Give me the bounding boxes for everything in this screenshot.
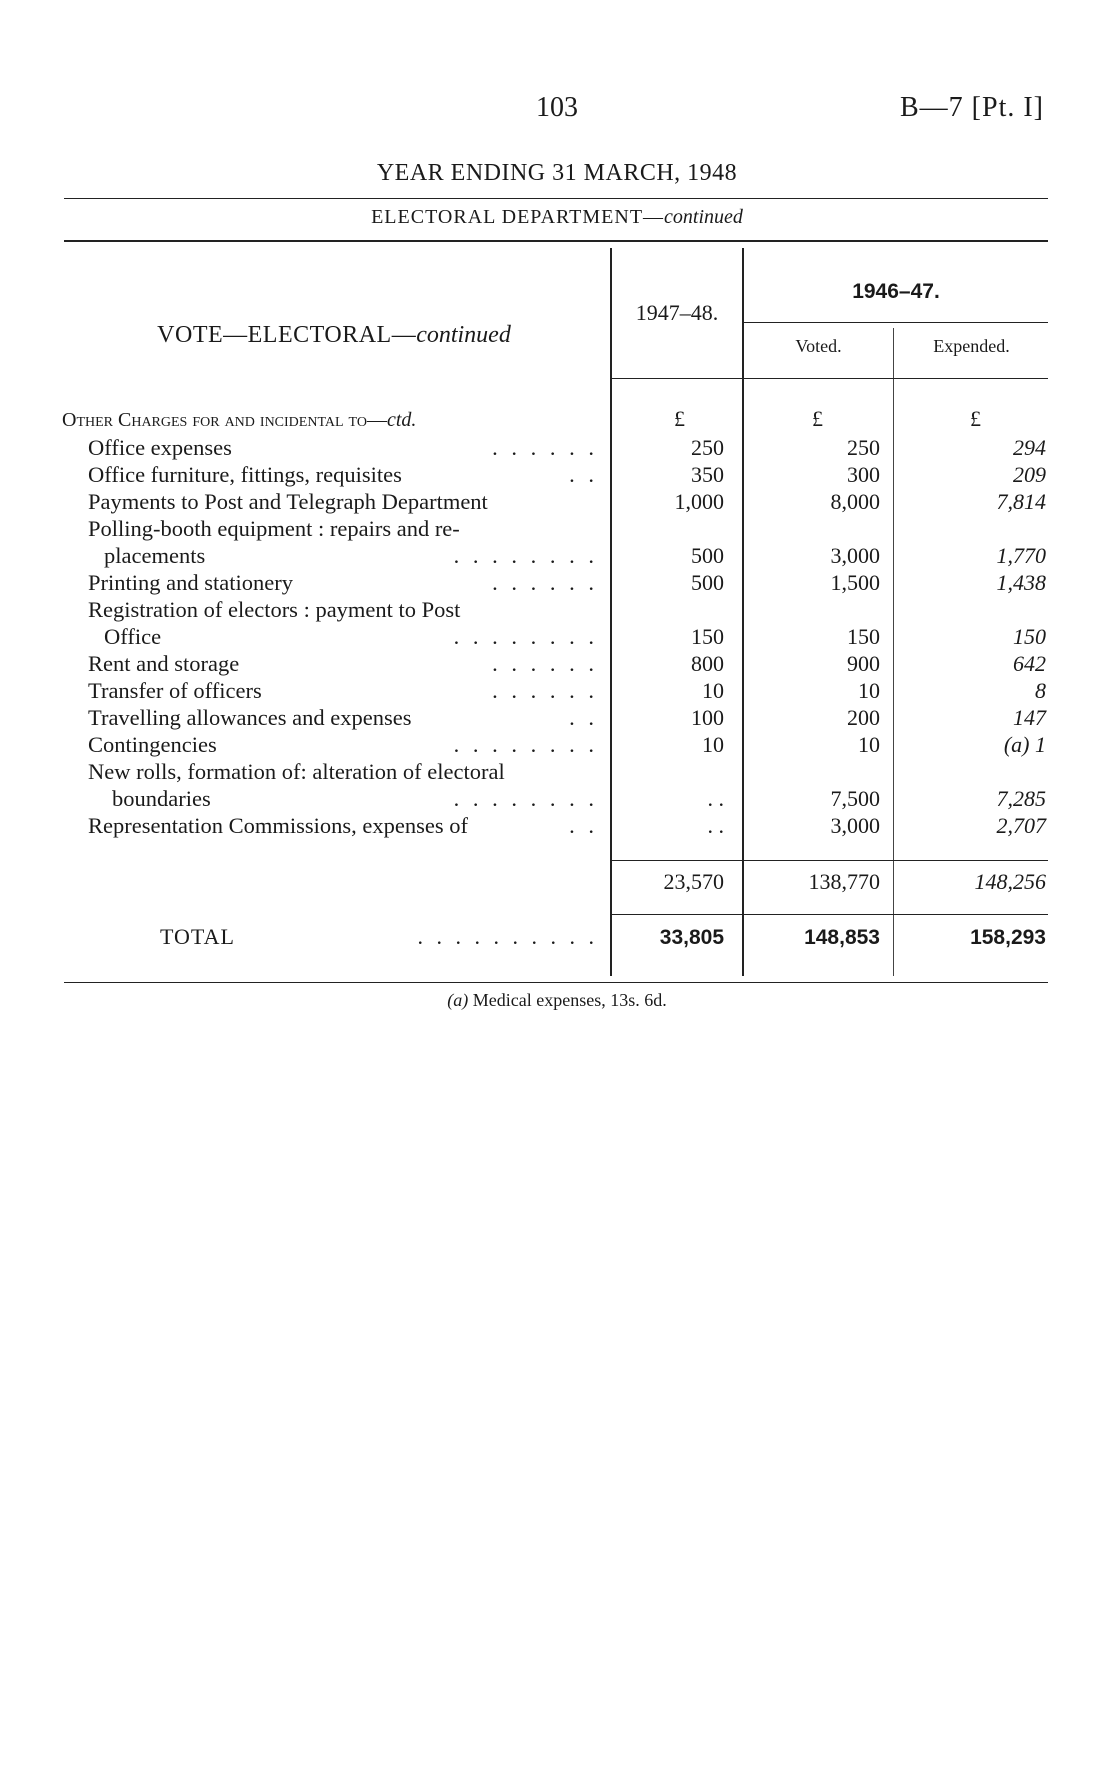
line-item-label: Office — [104, 624, 162, 649]
line-item-printing — [88, 569, 598, 596]
total-label — [160, 924, 235, 950]
line-item-registration — [88, 596, 598, 623]
value-1947-48: 10 — [702, 678, 724, 703]
leader-dots: . . — [569, 705, 598, 730]
value-1947-48: 800 — [691, 651, 724, 676]
total-text: TOTAL — [160, 924, 235, 949]
line-item-boundaries — [112, 785, 598, 812]
subtotal-1947-48: 23,570 — [663, 869, 724, 894]
line-item-representation — [88, 812, 598, 839]
line-item-label: Polling-booth equipment : repairs and re- — [88, 516, 460, 541]
value-expended: 642 — [1013, 651, 1046, 676]
column-divider-1 — [610, 248, 612, 976]
year-heading: YEAR ENDING 31 MARCH, 1948 — [376, 160, 738, 186]
vote-title-text: VOTE—ELECTORAL— — [157, 322, 417, 348]
line-item-label: Rent and storage — [88, 651, 240, 676]
value-voted: 1,500 — [830, 570, 880, 595]
leader-dots: . . . . . . . . — [453, 624, 598, 649]
value-expended: 1,438 — [996, 570, 1046, 595]
column-header-expended: Expended. — [933, 336, 1010, 356]
column-header-voted: Voted. — [795, 336, 842, 356]
line-item-label: boundaries — [112, 786, 211, 811]
leader-dots: . . . . . . — [492, 678, 598, 703]
value-voted: 10 — [858, 678, 880, 703]
line-item-rent-storage — [88, 650, 598, 677]
line-item-label: Office furniture, fittings, requisites — [88, 462, 402, 487]
leader-dots: . . — [569, 462, 598, 487]
value-voted: 200 — [847, 705, 880, 730]
section-heading-suffix: ctd. — [386, 409, 417, 431]
line-item-office-furniture — [88, 461, 598, 488]
rule-total — [612, 914, 1048, 915]
rule-subheader — [744, 322, 1048, 323]
column-header-1946-47: 1946–47. — [852, 280, 940, 303]
value-1947-48: 500 — [691, 570, 724, 595]
value-1947-48: . . — [707, 786, 724, 811]
value-expended: (a) 1 — [1003, 732, 1046, 757]
value-voted: 10 — [858, 732, 880, 757]
line-item-label: placements — [104, 543, 206, 568]
value-expended: 2,707 — [996, 813, 1046, 838]
leader-dots: . . . . . . — [492, 435, 598, 460]
line-item-office-expenses — [88, 434, 598, 461]
value-voted: 300 — [847, 462, 880, 487]
currency-expended: £ — [970, 406, 981, 431]
line-item-contingencies — [88, 731, 598, 758]
value-1947-48: 1,000 — [674, 489, 724, 514]
footnote — [0, 990, 1114, 1011]
vote-title-suffix: continued — [416, 322, 511, 348]
department-name: ELECTORAL DEPARTMENT— — [371, 206, 665, 228]
value-expended: 150 — [1013, 624, 1046, 649]
value-1947-48: 500 — [691, 543, 724, 568]
footnote-text: Medical expenses, 13s. 6d. — [472, 990, 667, 1010]
value-voted: 150 — [847, 624, 880, 649]
value-expended: 1,770 — [996, 543, 1046, 568]
department-heading — [0, 206, 1114, 229]
value-voted: 3,000 — [830, 813, 880, 838]
value-expended: 7,285 — [996, 786, 1046, 811]
column-header-1947-48: 1947–48. — [635, 300, 719, 325]
section-heading — [62, 407, 572, 434]
rule-table-bottom — [64, 982, 1048, 983]
rule-table-top — [64, 240, 1048, 242]
value-1947-48: 100 — [691, 705, 724, 730]
leader-dots: . . . . . . . . — [453, 732, 598, 757]
value-expended: 7,814 — [996, 489, 1046, 514]
value-expended: 294 — [1013, 435, 1046, 460]
line-item-label: Office expenses — [88, 435, 232, 460]
line-item-office — [104, 623, 598, 650]
line-item-placements — [104, 542, 598, 569]
currency-1947-48: £ — [674, 406, 685, 431]
page-number: 103 — [536, 92, 578, 123]
line-item-post-telegraph — [88, 488, 598, 515]
column-divider-3 — [893, 328, 894, 976]
page-reference: B—7 [Pt. I] — [900, 92, 1044, 123]
value-1947-48: 10 — [702, 732, 724, 757]
rule-top — [64, 198, 1048, 199]
line-item-label: Contingencies — [88, 732, 217, 757]
vote-title — [64, 322, 604, 349]
value-voted: 900 — [847, 651, 880, 676]
section-heading-text: Other Charges for and incidental to— — [62, 409, 387, 431]
leader-dots: . . . . . . . . — [453, 786, 598, 811]
column-divider-2 — [742, 248, 744, 976]
rule-header-bottom — [612, 378, 1048, 379]
department-suffix: continued — [664, 206, 743, 228]
line-item-polling-booth — [88, 515, 598, 542]
leader-dots: . . — [569, 813, 598, 838]
value-expended: 8 — [1035, 678, 1046, 703]
line-item-label: Transfer of officers — [88, 678, 262, 703]
leader-dots: . . . . . . . . — [453, 543, 598, 568]
line-item-label: Payments to Post and Telegraph Department — [88, 489, 488, 514]
value-voted: 250 — [847, 435, 880, 460]
line-item-label: Representation Commissions, expenses of — [88, 813, 468, 838]
total-expended: 158,293 — [970, 926, 1046, 949]
currency-voted: £ — [812, 406, 823, 431]
value-1947-48: . . — [707, 813, 724, 838]
leader-dots: . . . . . . — [492, 651, 598, 676]
line-item-new-rolls — [88, 758, 598, 785]
line-item-label: Travelling allowances and expenses — [88, 705, 412, 730]
line-item-transfer-officers — [88, 677, 598, 704]
value-voted: 3,000 — [830, 543, 880, 568]
value-voted: 8,000 — [830, 489, 880, 514]
value-1947-48: 350 — [691, 462, 724, 487]
value-voted: 7,500 — [830, 786, 880, 811]
line-item-travelling — [88, 704, 598, 731]
rule-subtotal — [612, 860, 1048, 861]
line-item-label: New rolls, formation of: alteration of electoral — [88, 759, 505, 784]
line-item-label: Registration of electors : payment to Post — [88, 597, 461, 622]
subtotal-voted: 138,770 — [808, 869, 880, 894]
total-voted: 148,853 — [804, 926, 880, 949]
footnote-marker: (a) — [447, 990, 469, 1010]
total-leader-dots: . . . . . . . . . . — [417, 924, 598, 949]
total-1947-48: 33,805 — [659, 926, 724, 949]
value-expended: 147 — [1013, 705, 1046, 730]
line-item-label: Printing and stationery — [88, 570, 293, 595]
value-expended: 209 — [1013, 462, 1046, 487]
value-1947-48: 150 — [691, 624, 724, 649]
value-1947-48: 250 — [691, 435, 724, 460]
subtotal-expended: 148,256 — [974, 869, 1046, 894]
leader-dots: . . . . . . — [492, 570, 598, 595]
